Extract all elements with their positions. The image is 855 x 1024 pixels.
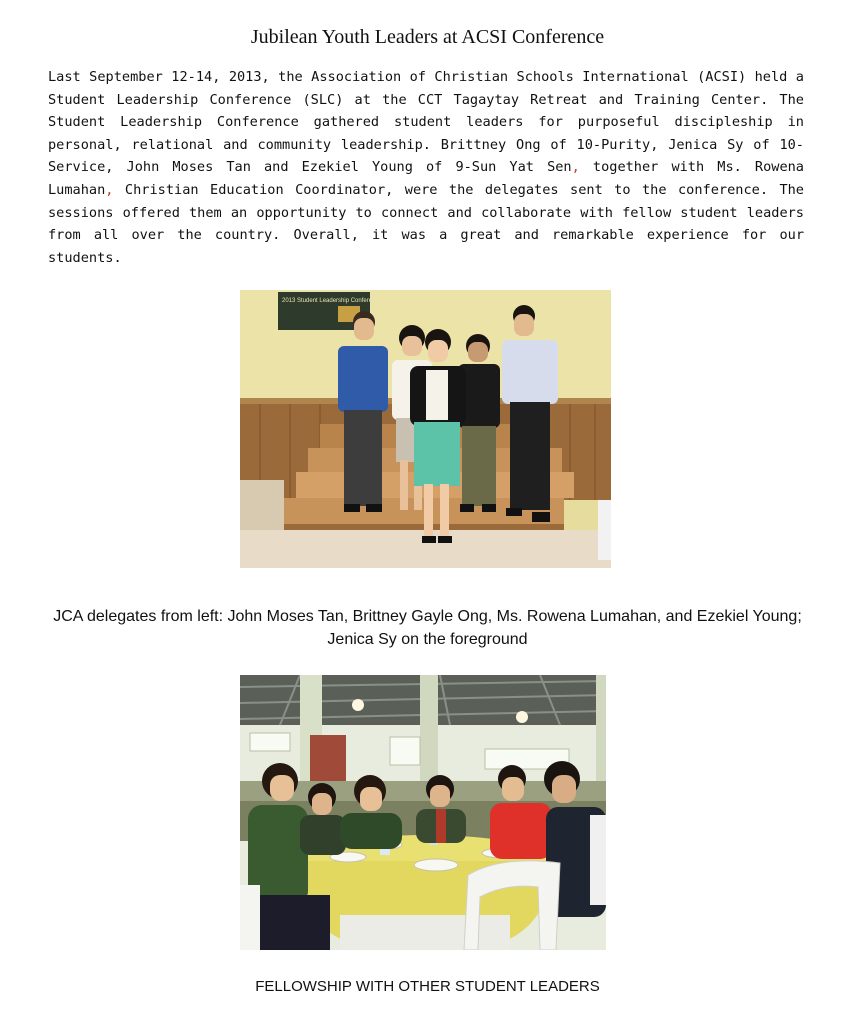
article-title: Jubilean Youth Leaders at ACSI Conference bbox=[250, 26, 605, 48]
body-part-1: Last September 12-14, 2013, the Association of Christian Schools International (ACSI) held a Student Leadership Conference (SLC) at the CCT Tagaytay Retreat and Training Center. The Student Leadership Conference gathered student leaders for purposeful discipleship in personal, relational and community leadership. Brittney Ong of 10-Purity, Jenica Sy of 10-Service, John Moses Tan and Ezekiel Young of 9-Sun Yat Sen bbox=[48, 69, 804, 176]
article-body bbox=[48, 66, 804, 269]
fellowship-photo bbox=[240, 675, 606, 950]
delegates-photo bbox=[240, 290, 611, 568]
red-comma-2: , bbox=[105, 181, 114, 198]
body-part-3: Christian Education Coordinator, were the delegates sent to the conference. The sessions offered them an opportunity to connect and collaborate with fellow student leaders from all over the country. Overall, it was a great and remarkable experience for our students. bbox=[48, 181, 804, 266]
banner-text: 2013 Student Leadership Conference bbox=[282, 298, 382, 304]
body-part-2: together with Ms. Rowena Lumahan bbox=[48, 159, 804, 198]
fellowship-photo-caption: FELLOWSHIP WITH OTHER STUDENT LEADERS bbox=[255, 978, 600, 995]
red-comma-1: , bbox=[571, 159, 580, 176]
delegates-photo-caption: JCA delegates from left: John Moses Tan, Brittney Gayle Ong, Ms. Rowena Lumahan, and Ezekiel Young; Jenica Sy on the foreground bbox=[53, 608, 802, 648]
